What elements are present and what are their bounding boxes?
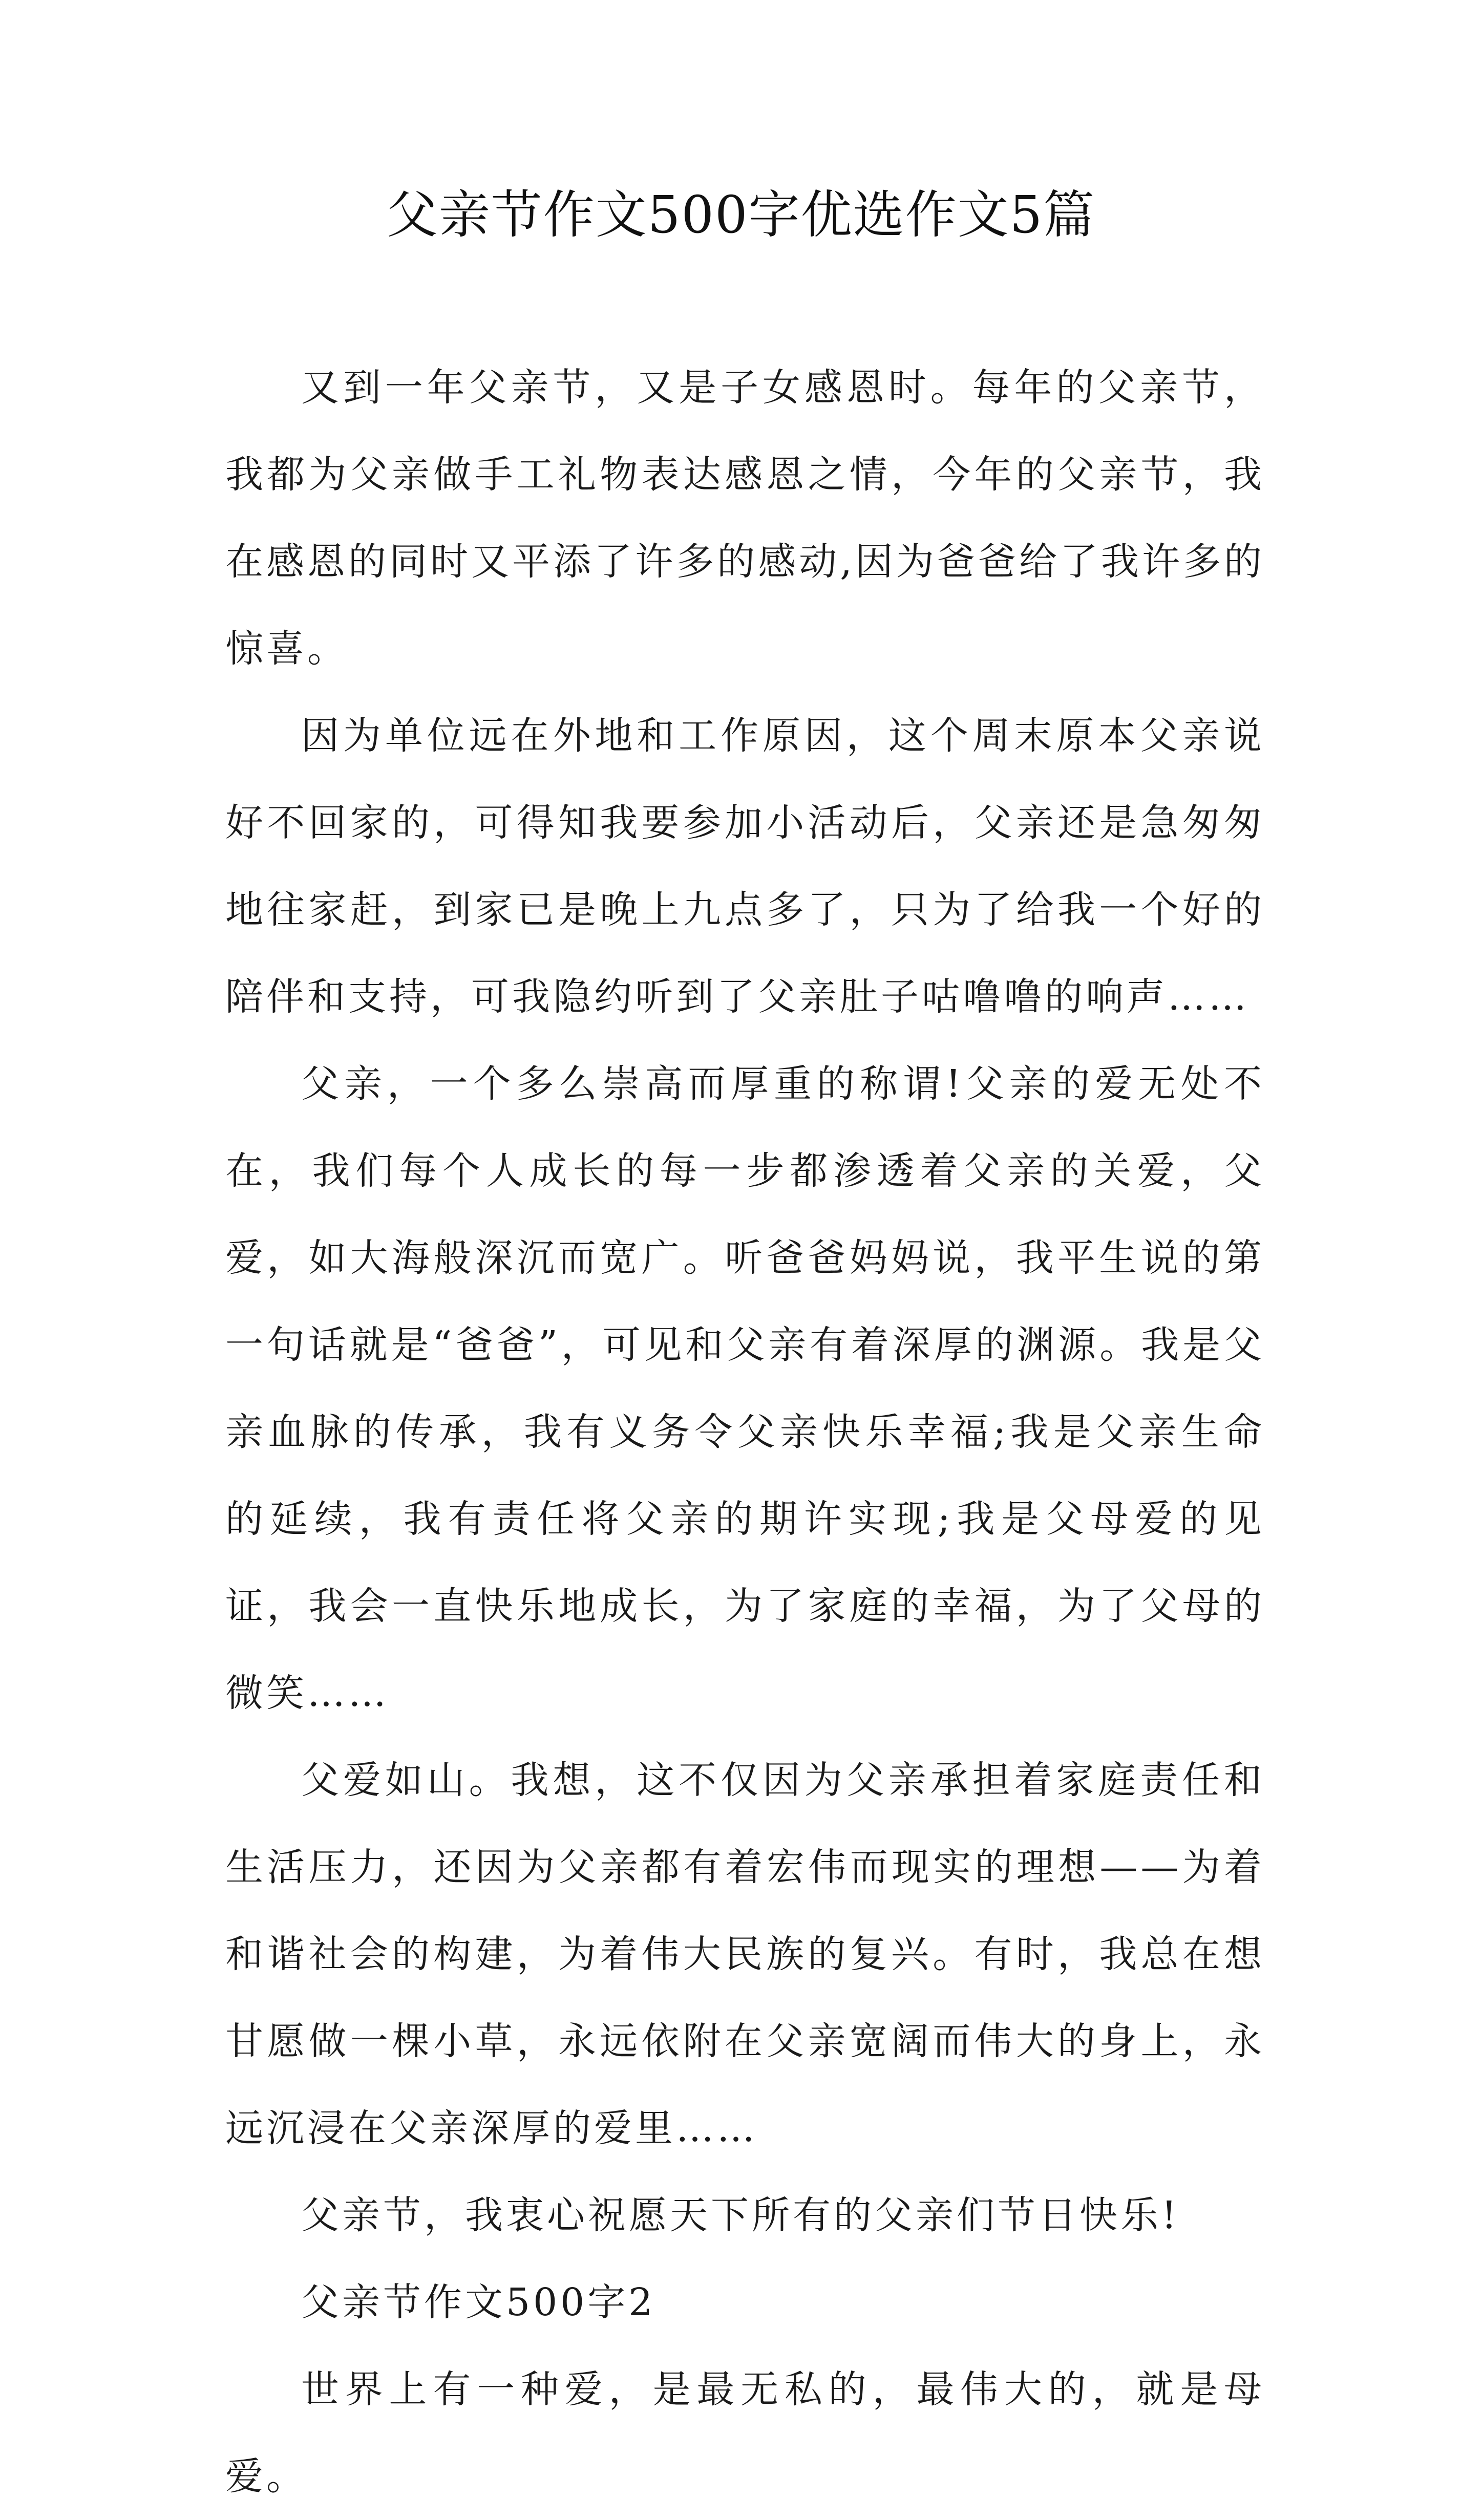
paragraph: 父爱如山。我想，这不仅因为父亲承担着家庭责任和生活压力，还因为父亲都有着宏伟而现实的理想——为着和谐社会的构建，为着伟大民族的复兴。有时，我总在想甘愿做一棵小草，永远依附在父亲宽阔而伟大的身上，永远沉浸在父亲深厚的爱里…… <box>225 1758 1265 2150</box>
paragraph: 父亲节，我衷心祝愿天下所有的父亲们节日快乐! <box>301 2193 1180 2237</box>
paragraph: 又到一年父亲节，又是子女感恩时。每年的父亲节，我都为父亲做手工礼物表达感恩之情，今年的父亲节，我在感恩的同时又平添了许多的感动,因为爸爸给了我许多的惊喜。 <box>225 366 1265 671</box>
section-heading: 父亲节作文500字2 <box>301 2280 656 2324</box>
document-body <box>225 344 1265 2520</box>
paragraph: 父亲，一个多么崇高而厚重的称谓!父亲的爱无处不在，我们每个人成长的每一步都渗透着父亲的关爱，父爱，如大海般深沉而宽广。听爸爸妈妈说，我平生说的第一句话就是“爸爸”，可见和父亲有着深厚的渊源。我是父亲血脉的传承，我有义务令父亲快乐幸福;我是父亲生命的延续，我有责任将父亲的期许实现;我是父母爱的见证，我会一直快乐地成长，为了家庭的幸福，为了父母的微笑…… <box>225 1062 1265 1715</box>
document-title: 父亲节作文500字优选作文5篇 <box>386 185 1096 245</box>
paragraph: 因为单位远在外地和工作原因，这个周末原本父亲说好不回家的，可得知我要参加小活动后，父亲还是急匆匆地往家赶，到家已是晚上九点多了，只为了给我一个好的陪伴和支持，可我隐约听到了父亲肚子咕噜噜的响声…… <box>225 714 1265 1019</box>
paragraph: 世界上有一种爱，是最无私的，最伟大的，就是母爱。 <box>225 2367 1265 2498</box>
